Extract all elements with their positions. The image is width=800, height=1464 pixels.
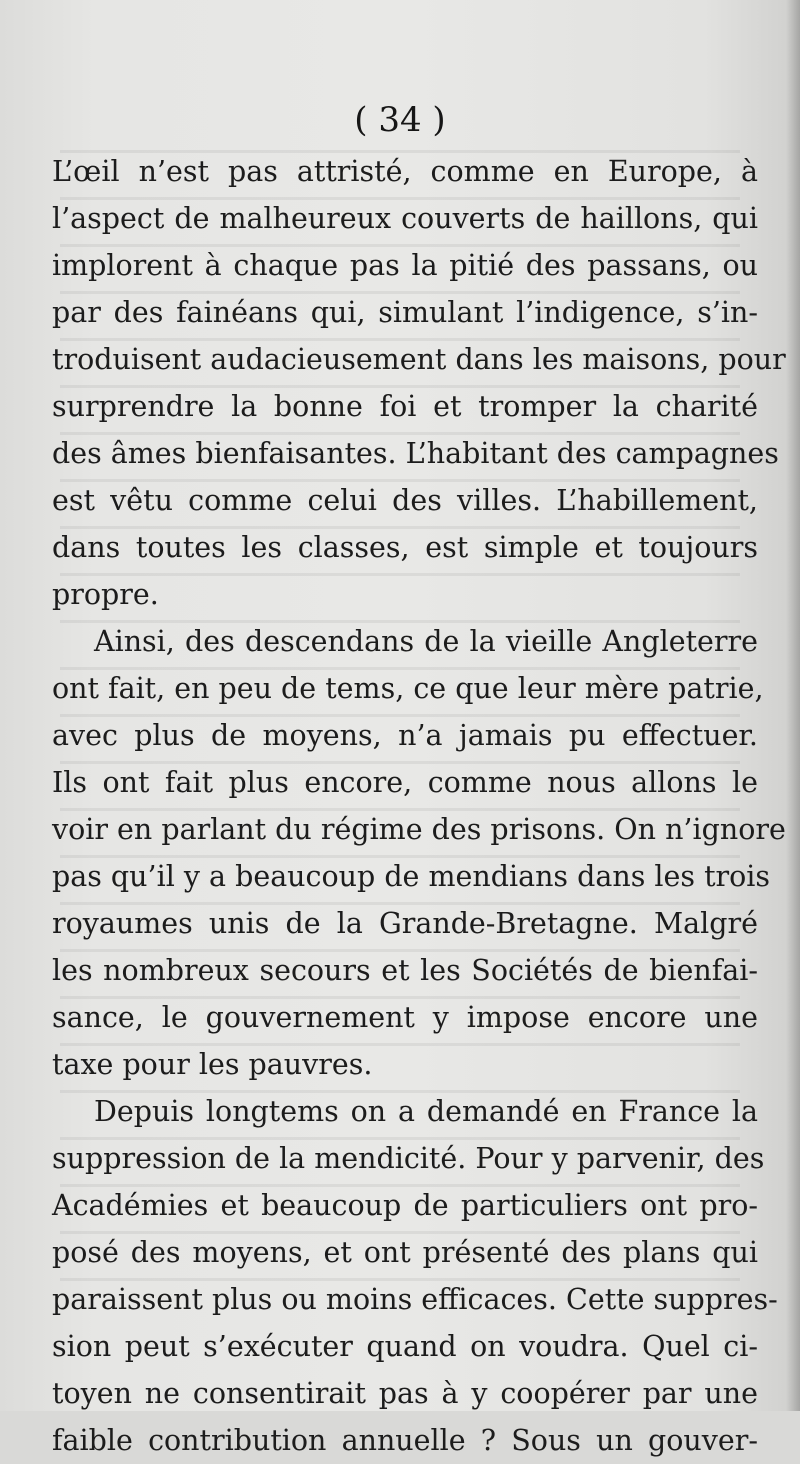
text-line: suppression de la mendicité. Pour y parvenir, des	[52, 1142, 765, 1175]
page-number: ( 34 )	[354, 100, 446, 140]
text-line: troduisent audacieusement dans les maisons, pour	[52, 343, 786, 376]
text-line: l’aspect de malheureux couverts de haillons, qui	[52, 202, 758, 235]
text-line: royaumes unis de la Grande-Bretagne. Malgré	[52, 907, 758, 940]
text-line: surprendre la bonne foi et tromper la charité	[52, 390, 758, 423]
text-line: avec plus de moyens, n’a jamais pu effectuer.	[52, 719, 758, 752]
text-line: Académies et beaucoup de particuliers ont pro-	[52, 1189, 758, 1222]
text-line: paraissent plus ou moins efficaces. Cette suppres-	[52, 1283, 778, 1316]
text-line: ont fait, en peu de tems, ce que leur mère patrie,	[52, 672, 764, 705]
text-line: des âmes bienfaisantes. L’habitant des campagnes	[52, 437, 779, 470]
paragraph-2	[52, 618, 786, 1088]
text-line: Ils ont fait plus encore, comme nous allons le	[52, 766, 758, 799]
text-line: dans toutes les classes, est simple et toujours	[52, 531, 758, 564]
text-line: par des fainéans qui, simulant l’indigence, s’in-	[52, 296, 758, 329]
text-line: Ainsi, des descendans de la vieille Angleterre	[94, 625, 758, 658]
text-line: propre.	[52, 578, 159, 611]
text-line: les nombreux secours et les Sociétés de bienfai-	[52, 954, 758, 987]
text-line: sion peut s’exécuter quand on voudra. Quel ci-	[52, 1330, 758, 1363]
body-text	[52, 148, 786, 1464]
text-line: sance, le gouvernement y impose encore une	[52, 1001, 758, 1034]
text-line: toyen ne consentirait pas à y coopérer par une	[52, 1377, 758, 1410]
text-line: implorent à chaque pas la pitié des passans, ou	[52, 249, 758, 282]
text-line: voir en parlant du régime des prisons. On n’ignore	[52, 813, 786, 846]
paragraph-3	[52, 1088, 778, 1464]
text-line: posé des moyens, et ont présenté des plans qui	[52, 1236, 758, 1269]
text-line: est vêtu comme celui des villes. L’habillement,	[52, 484, 758, 517]
text-line: faible contribution annuelle ? Sous un gouver-	[52, 1424, 758, 1457]
text-line: taxe pour les pauvres.	[52, 1048, 373, 1081]
text-line: pas qu’il y a beaucoup de mendians dans les trois	[52, 860, 771, 893]
paragraph-1	[52, 148, 786, 618]
text-line: L’œil n’est pas attristé, comme en Europe, à	[52, 155, 758, 188]
text-line: Depuis longtems on a demandé en France la	[94, 1095, 758, 1128]
